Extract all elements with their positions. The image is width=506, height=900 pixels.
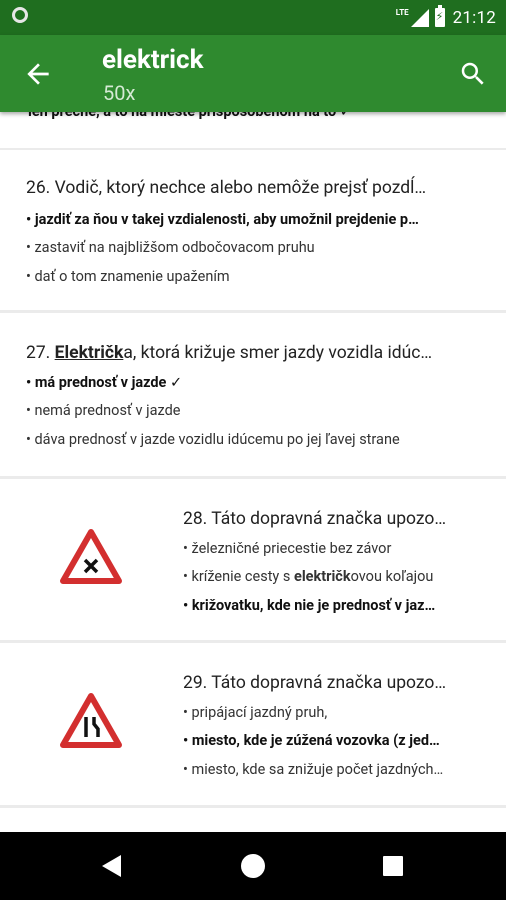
search-highlight: električk [293, 568, 351, 585]
arrow-back-icon [22, 58, 54, 90]
system-navigation-bar [0, 832, 506, 900]
answer-item: • železničné priecestie bez závor [183, 540, 392, 557]
answer-item: • zastaviť na najbližšom odbočovacom pruhu [26, 239, 315, 256]
question-text: a, ktorá križuje smer jazdy vozidla idúc… [123, 343, 433, 363]
question-number: 27. [26, 343, 55, 363]
battery-icon: ⚡ [435, 8, 445, 27]
signal-icon [411, 9, 429, 27]
question-title: 29. Táto dopravná značka upozo… [183, 673, 447, 693]
search-query-title: elektrick [102, 45, 204, 75]
answer-item: • miesto, kde je zúžená vozovka (z jed… [183, 732, 440, 749]
answer-item: • miesto, kde sa znižuje počet jazdných… [183, 761, 444, 778]
search-highlight: Električk [54, 343, 124, 363]
search-icon [458, 59, 488, 89]
answer-item [183, 568, 483, 585]
notification-icon [12, 7, 28, 23]
answer-item: • dať o tom znamenie upažením [26, 268, 230, 285]
result-count: 50x [103, 81, 136, 105]
answer-item: • má prednosť v jazde ✓ [26, 374, 183, 391]
answer-item: • pripájací jazdný pruh, [183, 704, 328, 721]
search-button[interactable] [458, 59, 488, 89]
app-bar [0, 35, 506, 112]
question-title [26, 343, 484, 363]
question-card-27[interactable] [0, 313, 506, 476]
answer-text: ovou koľajou [350, 568, 434, 585]
results-list[interactable] [0, 112, 506, 832]
crossroads-warning-sign-icon [60, 529, 122, 585]
back-button[interactable] [22, 58, 54, 90]
question-title: 26. Vodič, ktorý nechce alebo nemôže prejsť pozdĺ… [26, 178, 427, 198]
question-card-26[interactable] [0, 150, 506, 310]
question-card-29[interactable] [0, 643, 506, 805]
answer-item: • jazdiť za ňou v takej vzdialenosti, aby umožnil prejdenie p… [26, 211, 419, 228]
answer-item: • križovatku, kde nie je prednosť v jaz… [183, 597, 436, 614]
status-icons [396, 5, 496, 30]
nav-back-icon[interactable] [102, 855, 121, 877]
answer-text: • kríženie cesty s [183, 568, 294, 585]
question-title: 28. Táto dopravná značka upozo… [183, 509, 447, 529]
network-type: LTE [395, 7, 409, 17]
question-card-28[interactable] [0, 479, 506, 640]
answer-item: • nemá prednosť v jazde [26, 402, 181, 419]
answer-item: • dáva prednosť v jazde vozidlu idúcemu po jej ľavej strane [26, 431, 400, 448]
road-narrows-warning-sign-icon [60, 693, 122, 749]
nav-recents-icon[interactable] [383, 856, 403, 876]
clock: 21:12 [452, 7, 496, 28]
nav-home-icon[interactable] [241, 854, 265, 878]
status-bar [0, 0, 506, 35]
